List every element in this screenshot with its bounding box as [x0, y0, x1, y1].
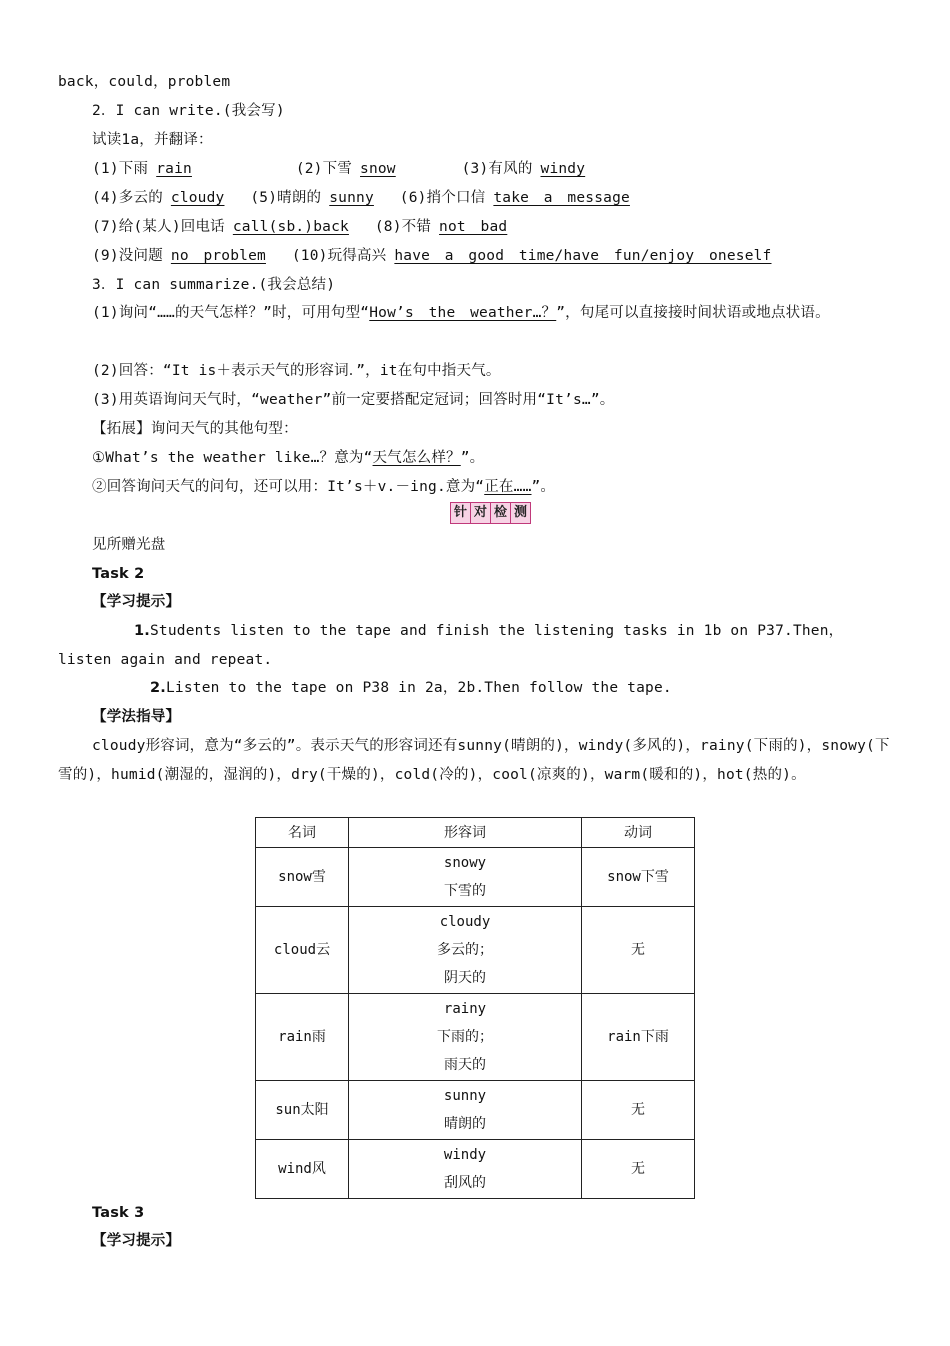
verb-cell: snow下雪	[582, 848, 695, 907]
table-row	[256, 848, 695, 907]
summary-point-2: (2)回答：“It is＋表示天气的形容词．”，it在句中指天气。	[92, 363, 501, 379]
table-row	[256, 1140, 695, 1199]
summary-point-1: (1)询问“……的天气怎样？”时，可用句型“How’s the weather…？”，句尾可以直接接时间状语或地点状语。	[92, 305, 830, 321]
adjective-cell: windy 刮风的	[349, 1140, 582, 1199]
table-row	[256, 994, 695, 1081]
vocab-answer: cloudy	[170, 190, 225, 206]
vocab-answer: not bad	[439, 219, 508, 235]
table-row	[256, 1081, 695, 1140]
table-header: 动词	[582, 818, 695, 848]
task-2-tips-title: 【学习提示】	[92, 594, 181, 610]
task-2-tip-2: 2.Listen to the tape on P38 in 2a，2b.Then follow the tape.	[150, 680, 672, 696]
vocab-label: (6)捎个口信	[399, 190, 486, 206]
see-disc-note: 见所赠光盘	[92, 537, 166, 553]
task-3-tips-title: 【学习提示】	[92, 1233, 181, 1249]
vocab-row-1	[92, 159, 585, 179]
targeted-check-banner	[450, 502, 531, 524]
table-header-row	[256, 818, 695, 848]
noun-cell: rain雨	[256, 994, 349, 1081]
table-header: 形容词	[349, 818, 582, 848]
vocab-row-4	[92, 246, 772, 266]
task-2-guide-title: 【学法指导】	[92, 709, 181, 725]
vocab-row-3	[92, 217, 507, 237]
section-2-instruction: 试读1a，并翻译：	[92, 132, 213, 148]
task-2-guide-text: cloudy形容词，意为“多云的”。表示天气的形容词还有sunny(晴朗的)，windy(多风的)，rainy(下雨的)，snowy(下雪的)，humid(潮湿的，湿润的)，dry(干燥的)，cold(冷的)，cool(凉爽的)，warm(暖和的)，hot(热的)。	[58, 738, 890, 783]
weather-word-table	[255, 817, 695, 1199]
adjective-cell: cloudy 多云的； 阴天的	[349, 907, 582, 994]
vocab-label: (4)多云的	[92, 190, 163, 206]
vocab-answer: have a good time/have fun/enjoy oneself	[394, 248, 772, 264]
vocab-answer: take a message	[493, 190, 630, 206]
table-row	[256, 907, 695, 994]
noun-cell: snow雪	[256, 848, 349, 907]
vocab-answer: rain	[156, 161, 192, 177]
vocab-label: (7)给(某人)回电话	[92, 219, 225, 235]
expand-point-2: ②回答询问天气的问句，还可以用：It’s＋v.－ing.意为“正在……”。	[92, 479, 556, 495]
task-2-title: Task 2	[92, 566, 145, 582]
vocab-answer: snow	[360, 161, 396, 177]
verb-cell: rain下雨	[582, 994, 695, 1081]
summary-point-3: (3)用英语询问天气时，“weather”前一定要搭配定冠词；回答时用“It’s…”。	[92, 392, 615, 408]
noun-cell: sun太阳	[256, 1081, 349, 1140]
vocab-answer: call(sb.)back	[232, 219, 349, 235]
vocab-answer: windy	[540, 161, 586, 177]
vocab-label: (9)没问题	[92, 248, 163, 264]
banner-char: 针	[451, 503, 471, 523]
expand-title: 【拓展】询问天气的其他句型：	[92, 421, 298, 437]
word-list-line: back，could，problem	[58, 74, 231, 90]
vocab-answer: no problem	[170, 248, 266, 264]
vocab-label: (1)下雨	[92, 161, 149, 177]
adjective-cell: rainy 下雨的； 雨天的	[349, 994, 582, 1081]
vocab-label: (10)玩得高兴	[291, 248, 387, 264]
verb-cell: 无	[582, 1081, 695, 1140]
expand-point-1: ①What’s the weather like…？意为“天气怎么样？”。	[92, 450, 485, 466]
banner-char: 检	[491, 503, 511, 523]
vocab-label: (8)不错	[374, 219, 432, 235]
verb-cell: 无	[582, 907, 695, 994]
vocab-answer: sunny	[329, 190, 374, 206]
adjective-cell: snowy 下雪的	[349, 848, 582, 907]
task-3-title: Task 3	[92, 1205, 145, 1221]
verb-cell: 无	[582, 1140, 695, 1199]
task-2-tip-1: 1.Students listen to the tape and finish the listening tasks in 1b on P37.Then，listen again and repeat.	[58, 623, 844, 668]
vocab-label: (5)晴朗的	[250, 190, 322, 206]
table-header: 名词	[256, 818, 349, 848]
banner-char: 测	[511, 503, 530, 523]
vocab-label: (3)有风的	[461, 161, 533, 177]
noun-cell: cloud云	[256, 907, 349, 994]
section-2-heading: 2．I can write.(我会写)	[92, 103, 285, 119]
vocab-row-2	[92, 188, 630, 208]
vocab-label: (2)下雪	[295, 161, 353, 177]
banner-char: 对	[471, 503, 491, 523]
noun-cell: wind风	[256, 1140, 349, 1199]
adjective-cell: sunny 晴朗的	[349, 1081, 582, 1140]
section-3-heading: 3．I can summarize.(我会总结)	[92, 277, 336, 293]
